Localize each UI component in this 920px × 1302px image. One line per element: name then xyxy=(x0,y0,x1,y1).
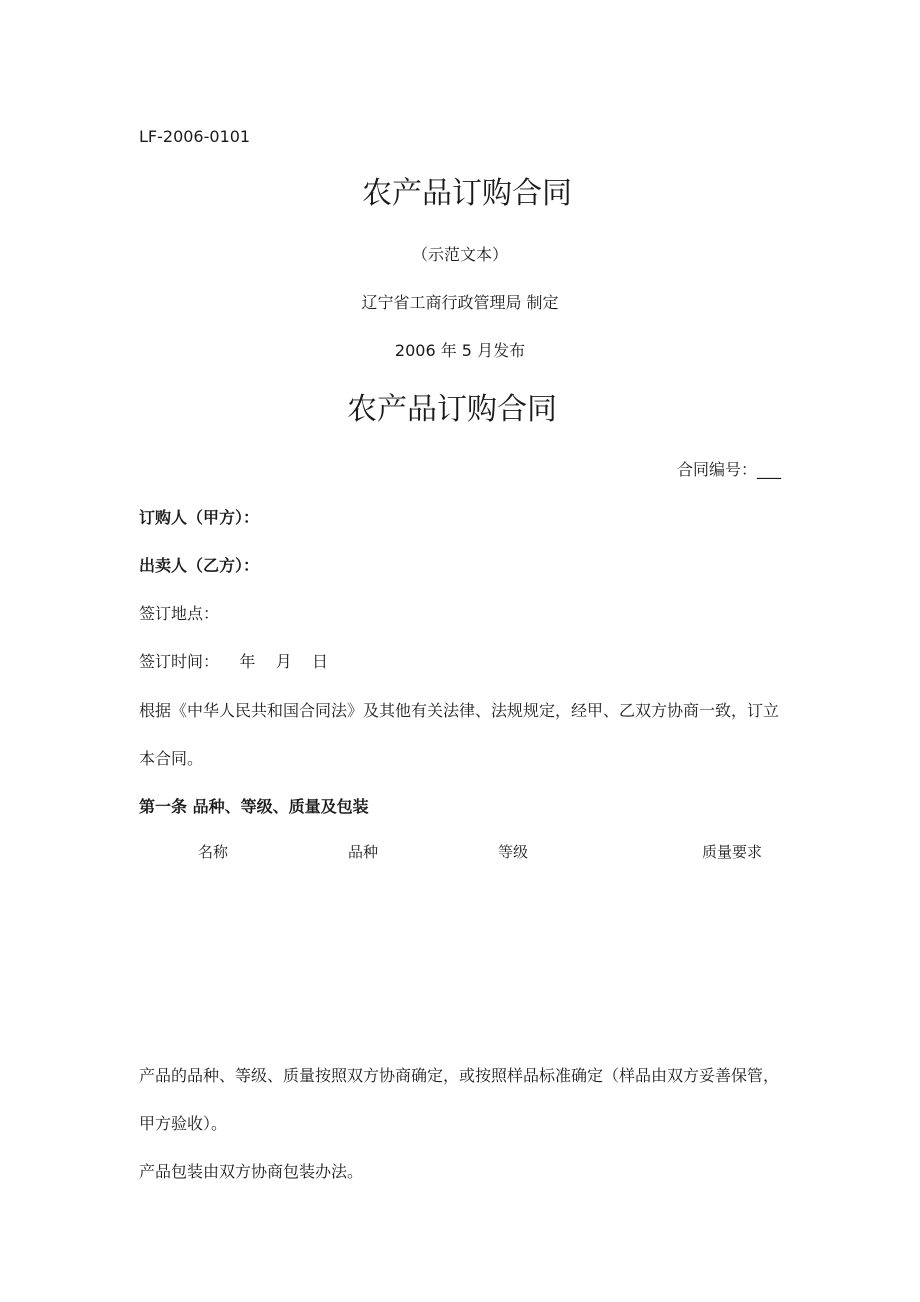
column-header-grade: 等级 xyxy=(498,843,529,861)
preamble-line-2: 本合同。 xyxy=(139,749,204,768)
article-1-para-1-line-1: 产品的品种、等级、质量按照双方协商确定，或按照样品标准确定（样品由双方妥善保管， xyxy=(139,1066,780,1085)
column-header-variety: 品种 xyxy=(348,843,379,861)
buyer-label: 订购人（甲方）： xyxy=(139,508,260,527)
article-1-para-1-line-2: 甲方验收）。 xyxy=(139,1114,228,1133)
sign-time: 签订时间： 年 月 日 xyxy=(139,652,329,671)
cover-subtitle: （示范文本） xyxy=(411,245,508,264)
sign-place: 签订地点： xyxy=(139,604,220,623)
article-1-heading: 第一条 品种、等级、质量及包装 xyxy=(139,797,369,816)
article-1-para-2: 产品包装由双方协商包装办法。 xyxy=(139,1162,364,1181)
cover-publish-date: 2006 年 5 月发布 xyxy=(394,341,526,360)
cover-title: 农产品订购合同 xyxy=(362,176,572,211)
seller-label: 出卖人（乙方）： xyxy=(139,556,260,575)
contract-number: 合同编号：___ xyxy=(676,460,781,479)
cover-issuer: 辽宁省工商行政管理局 制定 xyxy=(361,293,559,312)
document-code: LF-2006-0101 xyxy=(139,127,251,146)
column-header-quality: 质量要求 xyxy=(702,843,763,861)
column-header-name: 名称 xyxy=(198,843,229,861)
contract-title: 农产品订购合同 xyxy=(347,392,557,427)
preamble-line-1: 根据《中华人民共和国合同法》及其他有关法律、法规规定，经甲、乙双方协商一致，订立 xyxy=(139,701,780,720)
